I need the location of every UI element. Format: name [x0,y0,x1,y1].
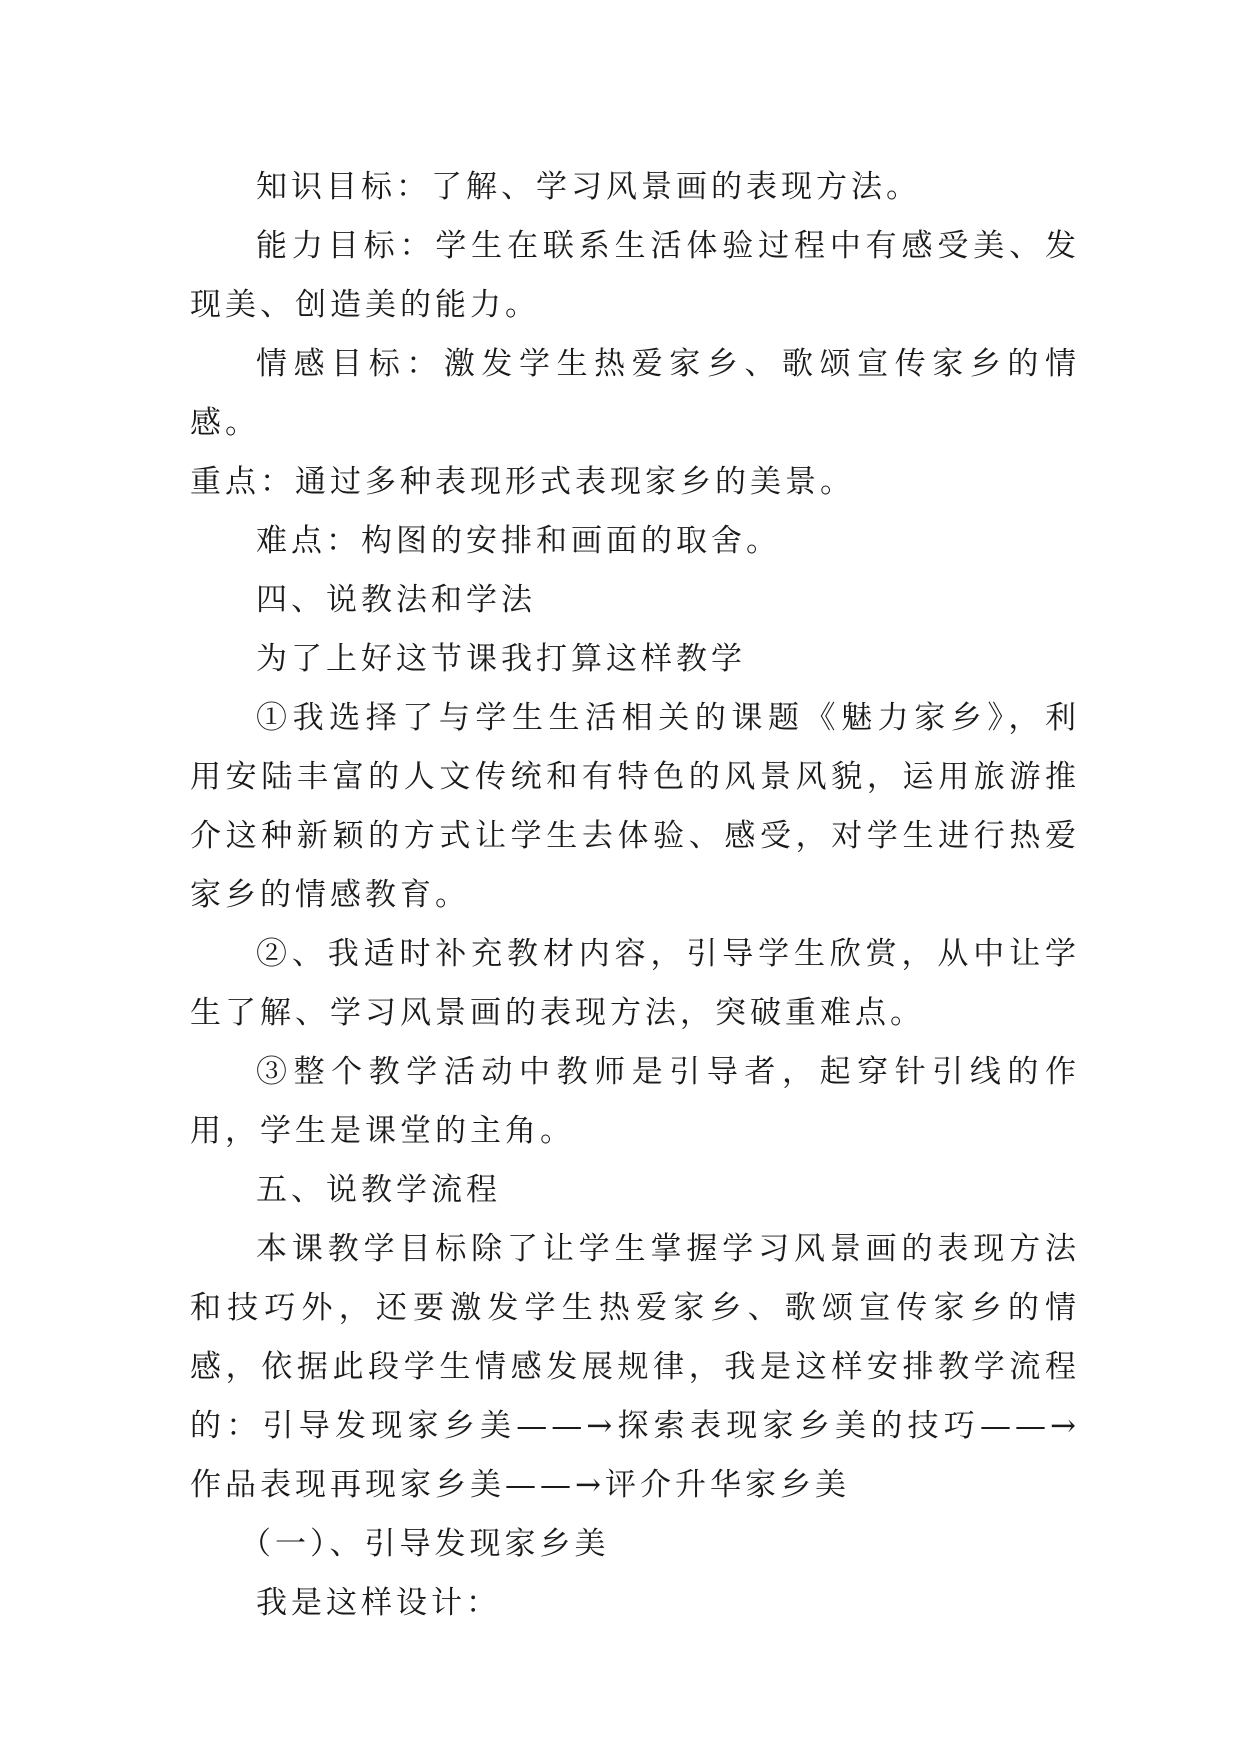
paragraph-emotion-goal: 情感目标：激发学生热爱家乡、歌颂宣传家乡的情感。 [190,346,1080,441]
heading-discover-beauty: （一）、引导发现家乡美 [240,1526,610,1562]
paragraph-method-2: ②、我适时补充教材内容，引导学生欣赏，从中让学生了解、学习风景画的表现方法，突破重难点。 [190,936,1080,1031]
paragraph-difficulty: 难点：构图的安排和画面的取舍。 [256,523,781,559]
paragraph-ability-goal: 能力目标：学生在联系生活体验过程中有感受美、发现美、创造美的能力。 [190,228,1080,323]
heading-teaching-methods: 四、说教法和学法 [256,582,536,618]
paragraph-process-overview: 本课教学目标除了让学生掌握学习风景画的表现方法和技巧外，还要激发学生热爱家乡、歌颂宣传家乡的情感，依据此段学生情感发展规律，我是这样安排教学流程的：引导发现家乡美——→探索表现家乡美的技巧——→作品表现再现家乡美——→评介升华家乡美 [190,1231,1080,1503]
heading-teaching-process: 五、说教学流程 [256,1172,501,1208]
paragraph-method-3: ③整个教学活动中教师是引导者，起穿针引线的作用，学生是课堂的主角。 [190,1054,1080,1149]
paragraph-design-intro: 我是这样设计： [256,1585,501,1621]
paragraph-key-point: 重点：通过多种表现形式表现家乡的美景。 [190,464,855,500]
document-body [190,158,1080,1633]
paragraph-knowledge-goal: 知识目标：了解、学习风景画的表现方法。 [256,169,921,205]
paragraph-teaching-plan-intro: 为了上好这节课我打算这样教学 [256,641,746,677]
paragraph-method-1: ①我选择了与学生生活相关的课题《魅力家乡》，利用安陆丰富的人文传统和有特色的风景风貌，运用旅游推介这种新颖的方式让学生去体验、感受，对学生进行热爱家乡的情感教育。 [190,700,1080,913]
